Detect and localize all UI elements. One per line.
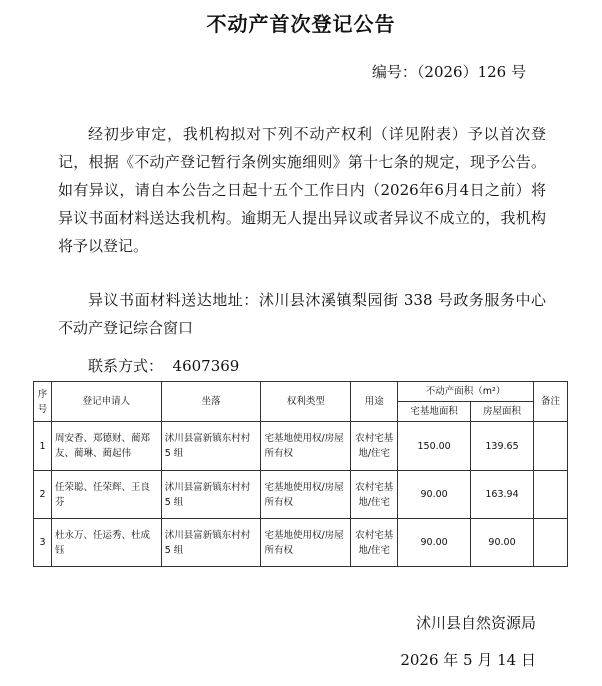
header-area-group: 不动产面积（m²） [398, 382, 534, 402]
cell-house-area: 163.94 [471, 471, 534, 519]
cell-remark [533, 519, 567, 567]
table-row [34, 519, 568, 567]
cell-seq: 1 [34, 422, 52, 471]
contact-line: 联系方式： 4607369 [88, 357, 240, 375]
cell-land-area: 150.00 [398, 422, 471, 471]
cell-land-area: 90.00 [398, 519, 471, 567]
objection-address-paragraph: 异议书面材料送达地址：沭川县沐溪镇梨园街 338 号政务服务中心不动产登记综合窗口 [58, 291, 546, 337]
table-row [34, 471, 568, 519]
cell-location: 沭川县富新镇东村村 5 组 [161, 519, 261, 567]
cell-use: 农村宅基地/住宅 [351, 519, 398, 567]
cell-right-type: 宅基地使用权/房屋所有权 [261, 519, 351, 567]
header-right-type: 权利类型 [261, 382, 351, 422]
cell-land-area: 90.00 [398, 471, 471, 519]
document-number-value: （2026）126 号 [416, 63, 526, 81]
cell-remark [533, 422, 567, 471]
notice-title: 不动产首次登记公告 [206, 12, 396, 36]
document-number [372, 61, 526, 82]
header-seq: 序号 [34, 382, 52, 422]
header-location: 坐落 [161, 382, 261, 422]
cell-applicant: 周安香、郑德财、蔺郑友、蔺琳、蔺起伟 [51, 422, 161, 471]
header-land-area: 宅基地面积 [398, 402, 471, 422]
cell-house-area: 90.00 [471, 519, 534, 567]
issuing-organization: 沭川县自然资源局 [415, 614, 536, 632]
header-remark: 备注 [533, 382, 567, 422]
header-applicant: 登记申请人 [51, 382, 161, 422]
header-use: 用途 [351, 382, 398, 422]
cell-seq: 2 [34, 471, 52, 519]
document-number-label: 编号： [371, 63, 417, 81]
registration-table [33, 381, 568, 567]
cell-use: 农村宅基地/住宅 [351, 422, 398, 471]
issue-date: 2026 年 5 月 14 日 [400, 651, 536, 669]
header-house-area: 房屋面积 [471, 402, 534, 422]
cell-applicant: 杜永万、任运秀、杜成钰 [51, 519, 161, 567]
cell-applicant: 任荣聪、任荣辉、王良芬 [51, 471, 161, 519]
cell-location: 沭川县富新镇东村村 5 组 [161, 422, 261, 471]
cell-remark [533, 471, 567, 519]
cell-seq: 3 [34, 519, 52, 567]
cell-location: 沭川县富新镇东村村 5 组 [161, 471, 261, 519]
cell-right-type: 宅基地使用权/房屋所有权 [261, 422, 351, 471]
cell-house-area: 139.65 [471, 422, 534, 471]
cell-use: 农村宅基地/住宅 [351, 471, 398, 519]
cell-right-type: 宅基地使用权/房屋所有权 [261, 471, 351, 519]
notice-body-paragraph: 经初步审定，我机构拟对下列不动产权利（详见附表）予以首次登记，根据《不动产登记暂行条例实施细则》第十七条的规定，现予公告。如有异议，请自本公告之日起十五个工作日内（2026年6月4日之前）将异议书面材料送达我机构。逾期无人提出异议或者异议不成立的，我机构将予以登记。 [58, 125, 546, 255]
table-row [34, 422, 568, 471]
